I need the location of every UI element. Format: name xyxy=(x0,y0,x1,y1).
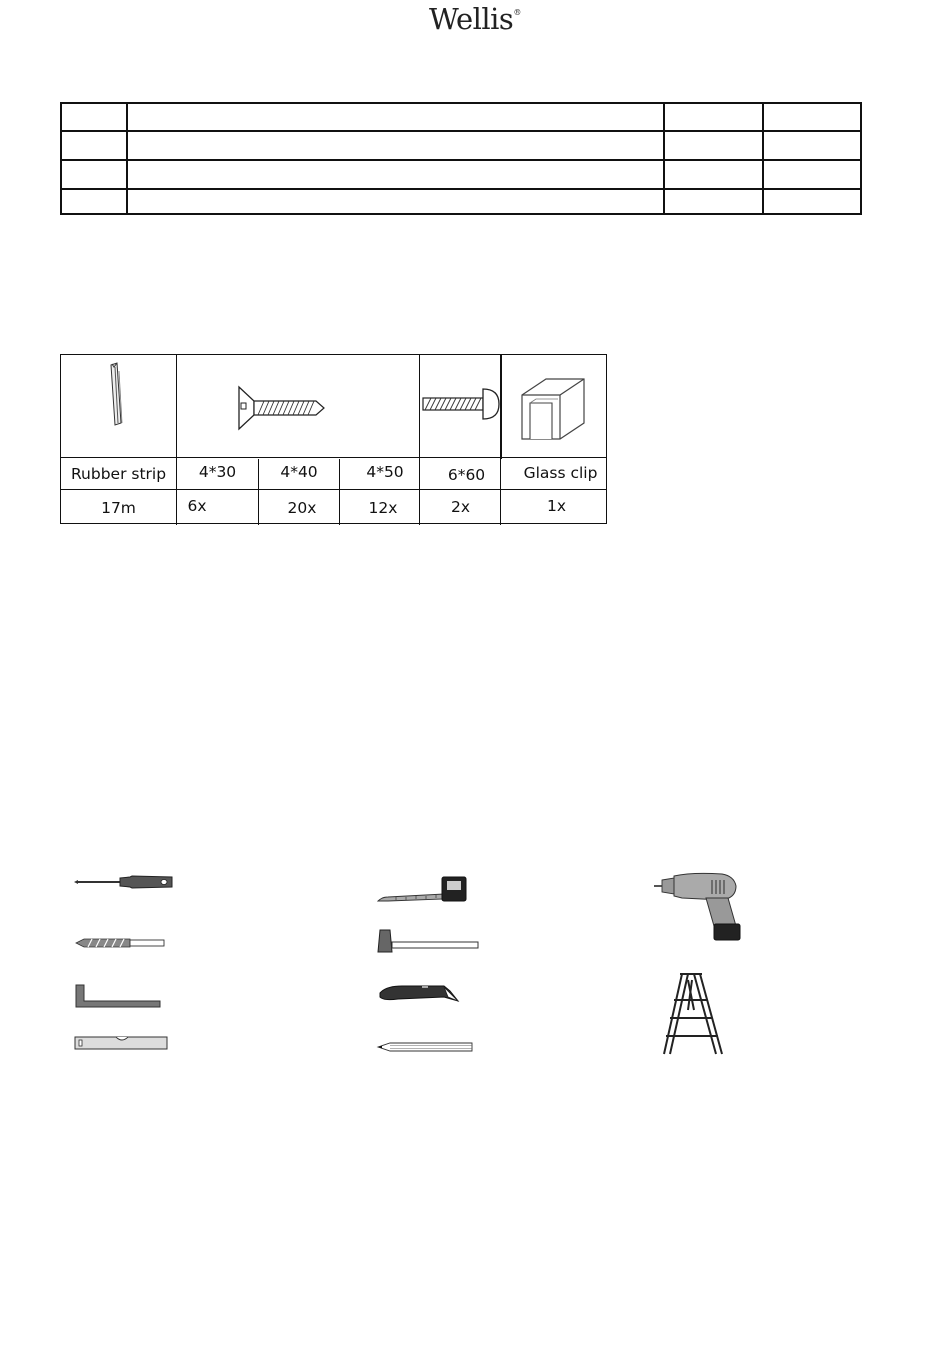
parts-table-row-divider xyxy=(62,159,860,161)
fittings-table xyxy=(60,354,607,524)
fitting-label: 4*50 xyxy=(366,463,404,481)
fitting-label: Rubber strip xyxy=(70,465,167,483)
parts-table-row-divider xyxy=(62,130,860,132)
fitting-label: 6*60 xyxy=(447,466,486,484)
parts-table-col-divider xyxy=(663,104,665,213)
round-head-screw-icon xyxy=(421,387,501,423)
utility-knife-icon xyxy=(378,983,462,1005)
parts-table-col-divider xyxy=(762,104,764,213)
glass-clip-icon xyxy=(516,375,596,447)
power-drill-icon xyxy=(652,868,744,944)
fitting-qty: 20x xyxy=(287,499,317,517)
drill-bit-icon xyxy=(74,937,166,949)
allen-key-icon xyxy=(74,983,164,1009)
rubber-strip-icon xyxy=(101,361,131,427)
pencil-icon xyxy=(376,1040,474,1054)
spirit-level-icon xyxy=(74,1035,170,1051)
step-ladder-icon xyxy=(660,970,728,1060)
fitting-qty: 17m xyxy=(101,499,136,517)
parts-table xyxy=(60,102,862,215)
hammer-icon xyxy=(376,928,480,954)
brand-logo xyxy=(429,2,521,36)
fitting-qty: 1x xyxy=(546,497,567,515)
screwdriver-icon xyxy=(74,872,174,892)
fitting-qty: 2x xyxy=(450,498,471,516)
parts-table-col-divider xyxy=(126,104,128,213)
registered-mark: ® xyxy=(513,8,521,17)
brand-name: Wellis xyxy=(429,2,514,36)
fitting-qty: 12x xyxy=(368,499,398,517)
fitting-label: 4*40 xyxy=(280,463,318,481)
fitting-label: 4*30 xyxy=(198,463,237,481)
fittings-row-divider xyxy=(61,489,606,490)
countersunk-screw-icon xyxy=(236,385,331,433)
parts-table-row-divider xyxy=(62,188,860,190)
fittings-row-divider xyxy=(61,457,606,458)
fitting-qty: 6x xyxy=(187,497,207,515)
fitting-label: Glass clip xyxy=(523,464,598,482)
tape-measure-icon xyxy=(376,875,468,905)
